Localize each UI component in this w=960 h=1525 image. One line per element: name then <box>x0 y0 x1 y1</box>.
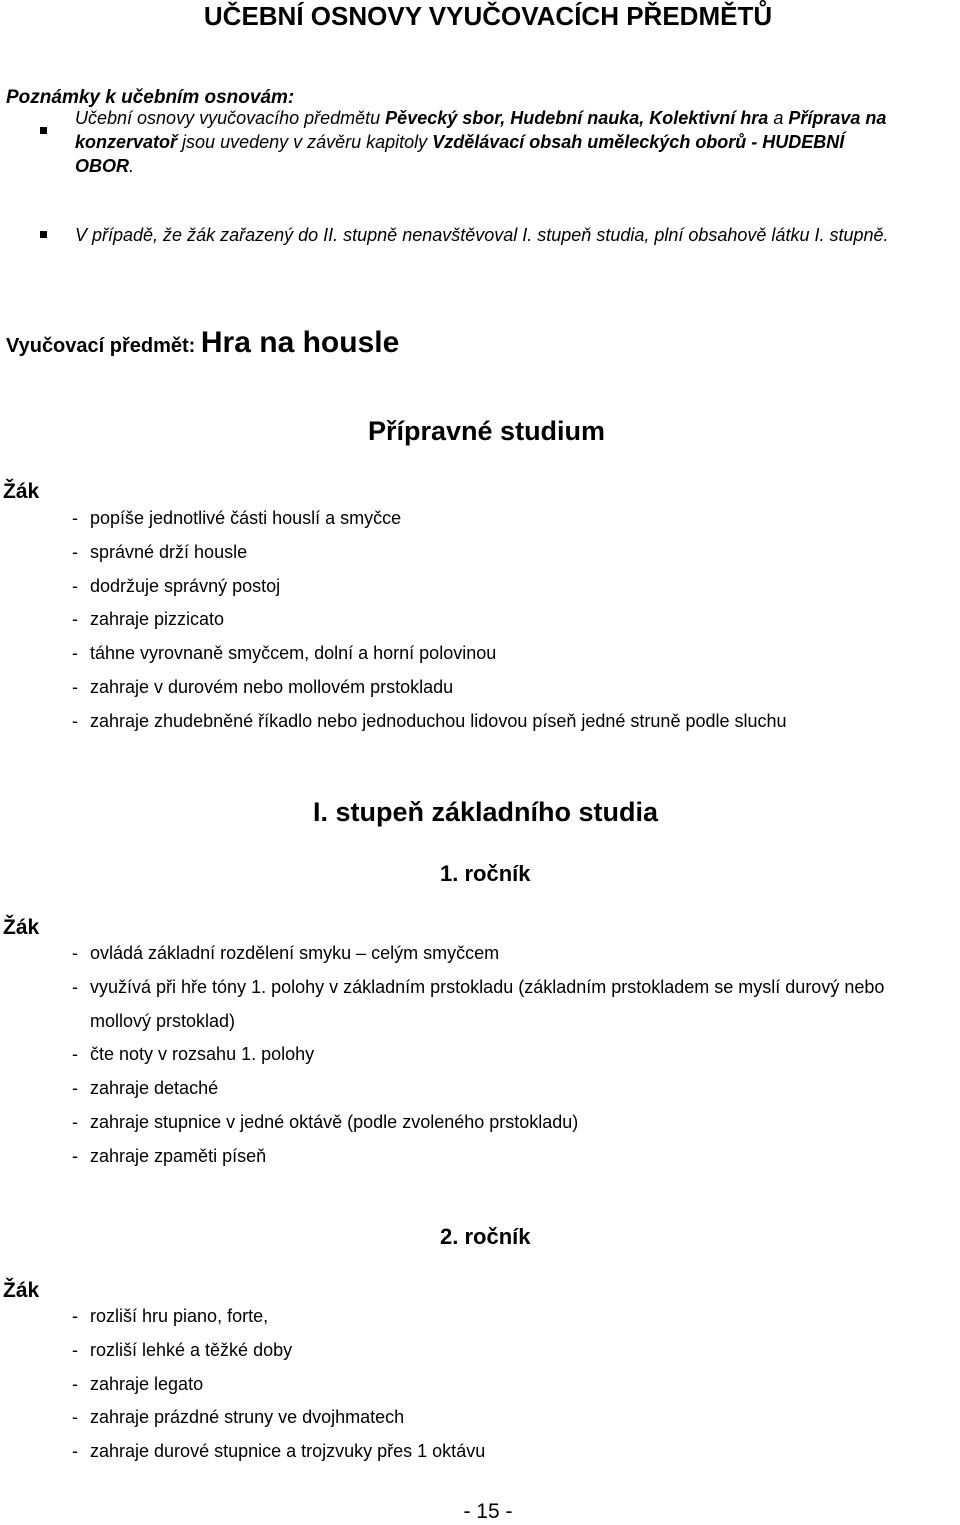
list-item: zahraje pizzicato <box>90 609 225 629</box>
list-item: popíše jednotlivé části houslí a smyčce <box>90 508 402 528</box>
list-dash: - <box>72 609 78 629</box>
list-dash: - <box>72 1146 78 1166</box>
note-2: V případě, že žák zařazený do II. stupně nenavštěvoval I. stupeň studia, plní obsahově látku I. stupně. <box>75 225 889 245</box>
list-dash: - <box>72 1306 78 1326</box>
list-dash: - <box>72 1374 78 1394</box>
list-item: rozliší lehké a těžké doby <box>90 1340 293 1360</box>
list-item: zahraje prázdné struny ve dvojhmatech <box>90 1407 405 1427</box>
bullet-icon <box>40 127 47 134</box>
list-item: táhne vyrovnaně smyčcem, dolní a horní polovinou <box>90 643 497 663</box>
list-dash: - <box>72 1112 78 1132</box>
list-dash: - <box>72 711 78 731</box>
grade-heading-1: 1. ročník <box>440 861 531 886</box>
note-1-line-2: konzervatoř jsou uvedeny v závěru kapitoly Vzdělávací obsah uměleckých oborů - HUDEBNÍ <box>75 132 845 152</box>
list-item: zahraje zhudebněné říkadlo nebo jednoduchou lidovou píseň jedné struně podle sluchu <box>90 711 787 731</box>
list-dash: - <box>72 1441 78 1461</box>
list-item: správné drží housle <box>90 542 248 562</box>
subject-label: Vyučovací předmět: <box>6 335 201 357</box>
list-dash: - <box>72 1340 78 1360</box>
list-dash: - <box>72 943 78 963</box>
section-heading-first-level: I. stupeň základního studia <box>313 797 659 827</box>
list-item: čte noty v rozsahu 1. polohy <box>90 1044 315 1064</box>
list-item: dodržuje správný postoj <box>90 576 281 596</box>
list-dash: - <box>72 1078 78 1098</box>
bullet-icon <box>40 231 47 238</box>
list-dash: - <box>72 1407 78 1427</box>
list-item: zahraje zpaměti píseň <box>90 1146 267 1166</box>
section-heading-preparatory: Přípravné studium <box>368 416 606 446</box>
note-1-line-1: Učební osnovy vyučovacího předmětu Pěvecký sbor, Hudební nauka, Kolektivní hra a Příprava na <box>75 108 887 128</box>
list-dash: - <box>72 1044 78 1064</box>
subject-name: Hra na housle <box>200 326 400 359</box>
page-number: - 15 - <box>463 1500 513 1523</box>
list-item: zahraje detaché <box>90 1078 219 1098</box>
student-label: Žák <box>3 1279 40 1302</box>
list-dash: - <box>72 508 78 528</box>
note-1-line-3: OBOR. <box>75 156 135 176</box>
list-dash: - <box>72 576 78 596</box>
list-item: zahraje v durovém nebo mollovém prstokladu <box>90 677 454 697</box>
list-dash: - <box>72 542 78 562</box>
list-item: ovládá základní rozdělení smyku – celým smyčcem <box>90 943 500 963</box>
list-item: zahraje durové stupnice a trojzvuky přes 1 oktávu <box>90 1441 486 1461</box>
list-dash: - <box>72 643 78 663</box>
student-label: Žák <box>3 480 40 503</box>
document-title: UČEBNÍ OSNOVY VYUČOVACÍCH PŘEDMĚTŮ <box>203 1 773 31</box>
list-item-continuation: mollový prstoklad) <box>90 1011 236 1031</box>
list-item: zahraje legato <box>90 1374 204 1394</box>
list-item: využívá při hře tóny 1. polohy v základním prstokladu (základním prstokladem se myslí durový nebo <box>90 977 885 997</box>
notes-heading: Poznámky k učebním osnovám: <box>6 87 295 108</box>
list-dash: - <box>72 977 78 997</box>
list-dash: - <box>72 677 78 697</box>
subject-line <box>6 325 399 366</box>
list-item: zahraje stupnice v jedné oktávě (podle zvoleného prstokladu) <box>90 1112 579 1132</box>
list-item: rozliší hru piano, forte, <box>90 1306 269 1326</box>
student-label: Žák <box>3 916 40 939</box>
grade-heading-2: 2. ročník <box>440 1224 531 1249</box>
